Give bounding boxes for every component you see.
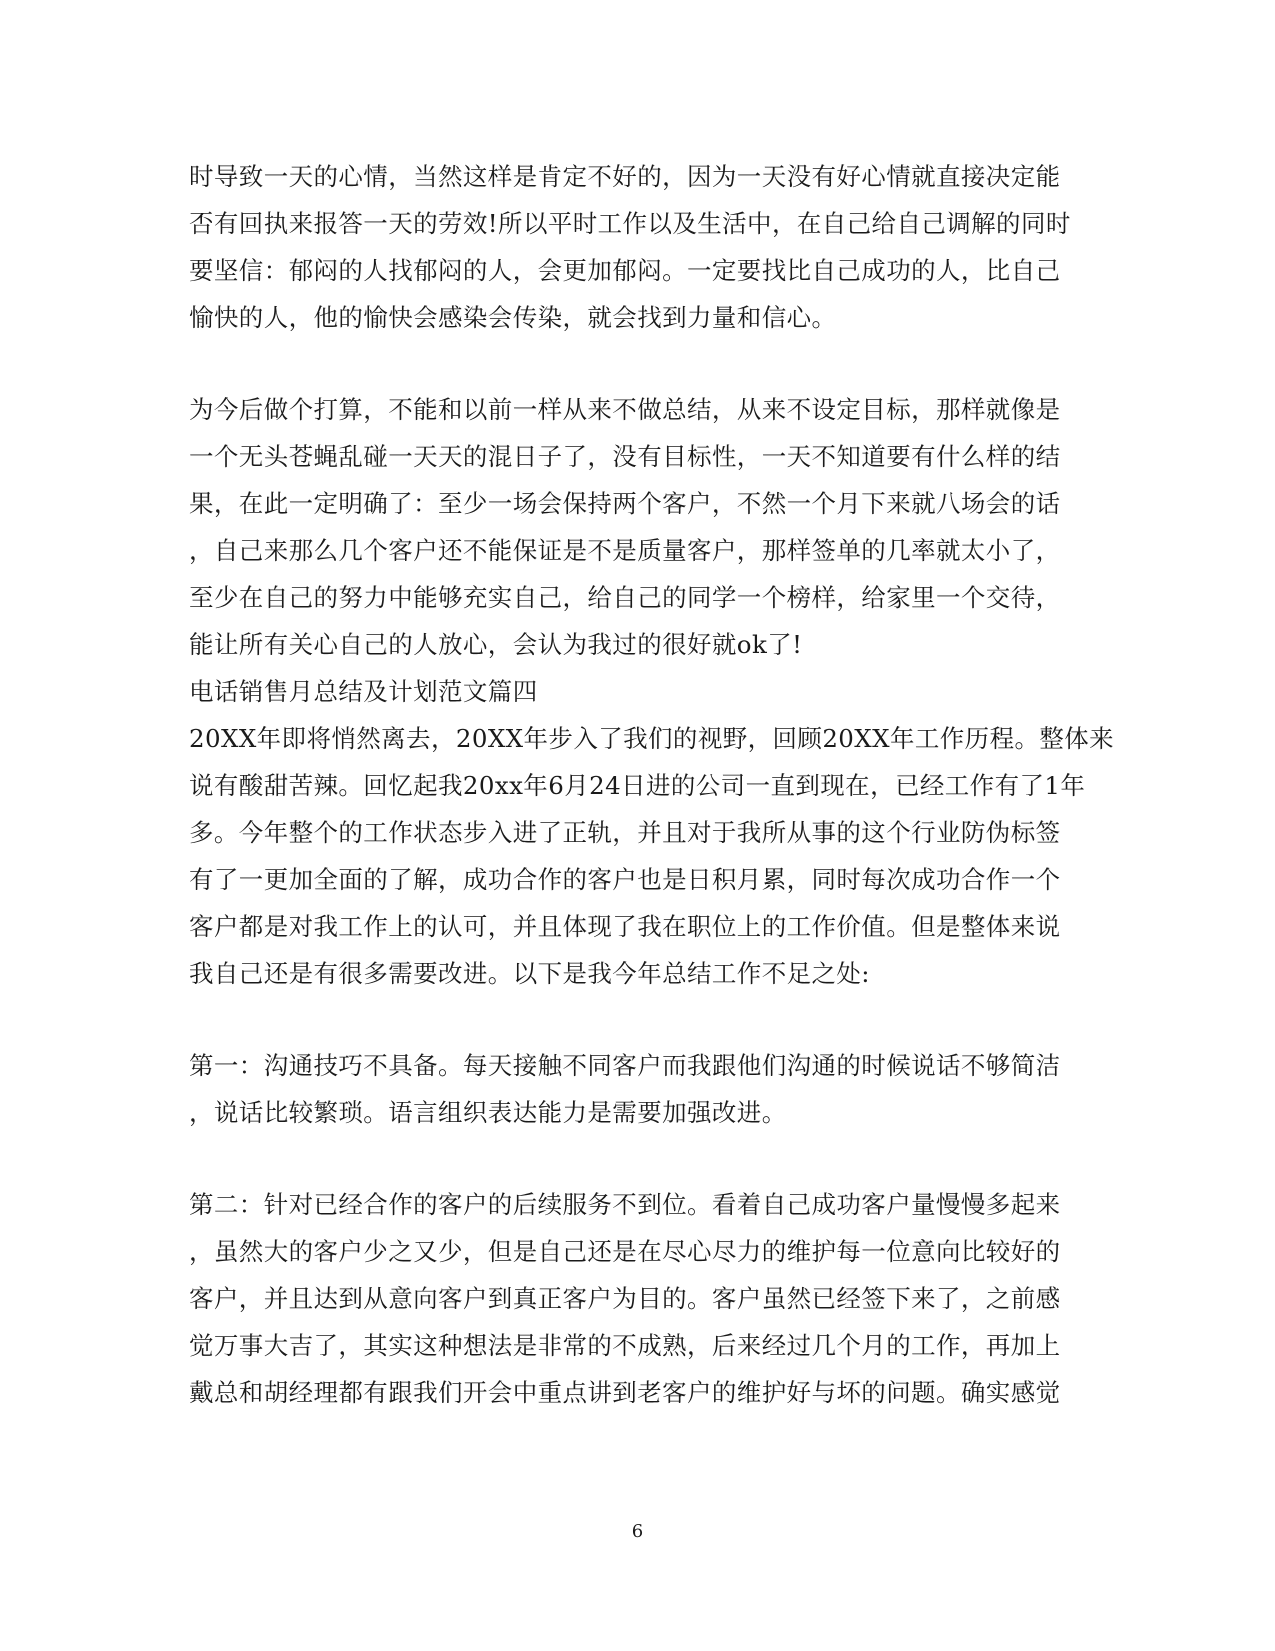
page-number: 6 (631, 1521, 644, 1542)
text-line: 有了一更加全面的了解，成功合作的客户也是日积月累，同时每次成功合作一个 (189, 865, 1061, 894)
text-line: 多。今年整个的工作状态步入进了正轨，并且对于我所从事的这个行业防伪标签 (189, 818, 1061, 847)
text-line: 觉万事大吉了，其实这种想法是非常的不成熟，后来经过几个月的工作，再加上 (189, 1331, 1061, 1360)
text-line: 第一：沟通技巧不具备。每天接触不同客户而我跟他们沟通的时候说话不够简洁 (189, 1051, 1061, 1080)
text-line: ，自己来那么几个客户还不能保证是不是质量客户，那样签单的几率就太小了， (189, 536, 1061, 565)
text-line: 愉快的人，他的愉快会感染会传染，就会找到力量和信心。 (189, 303, 837, 332)
text-line: 第二：针对已经合作的客户的后续服务不到位。看着自己成功客户量慢慢多起来 (189, 1190, 1061, 1219)
text-line: ，说话比较繁琐。语言组织表达能力是需要加强改进。 (189, 1098, 787, 1127)
text-line: 至少在自己的努力中能够充实自己，给自己的同学一个榜样，给家里一个交待， (189, 583, 1061, 612)
text-line: 能让所有关心自己的人放心，会认为我过的很好就ok了! (189, 630, 803, 659)
section-heading: 电话销售月总结及计划范文篇四 (189, 677, 538, 706)
text-line: 戴总和胡经理都有跟我们开会中重点讲到老客户的维护好与坏的问题。确实感觉 (189, 1378, 1061, 1407)
text-line: 我自己还是有很多需要改进。以下是我今年总结工作不足之处: (189, 959, 870, 988)
text-line: 客户都是对我工作上的认可，并且体现了我在职位上的工作价值。但是整体来说 (189, 912, 1061, 941)
text-line: 要坚信：郁闷的人找郁闷的人，会更加郁闷。一定要找比自己成功的人，比自己 (189, 256, 1061, 285)
text-line: 否有回执来报答一天的劳效!所以平时工作以及生活中，在自己给自己调解的同时 (189, 209, 1071, 238)
text-line: 为今后做个打算，不能和以前一样从来不做总结，从来不设定目标，那样就像是 (189, 395, 1061, 424)
text-line: 客户，并且达到从意向客户到真正客户为目的。客户虽然已经签下来了，之前感 (189, 1284, 1061, 1313)
text-line: 一个无头苍蝇乱碰一天天的混日子了，没有目标性，一天不知道要有什么样的结 (189, 442, 1061, 471)
text-line: 说有酸甜苦辣。回忆起我20xx年6月24日进的公司一直到现在，已经工作有了1年 (189, 771, 1086, 800)
text-line: 20XX年即将悄然离去，20XX年步入了我们的视野，回顾20XX年工作历程。整体来 (189, 724, 1115, 753)
text-line: ，虽然大的客户少之又少，但是自己还是在尽心尽力的维护每一位意向比较好的 (189, 1237, 1061, 1266)
text-line: 时导致一天的心情，当然这样是肯定不好的，因为一天没有好心情就直接决定能 (189, 162, 1061, 191)
text-line: 果，在此一定明确了：至少一场会保持两个客户，不然一个月下来就八场会的话 (189, 489, 1061, 518)
